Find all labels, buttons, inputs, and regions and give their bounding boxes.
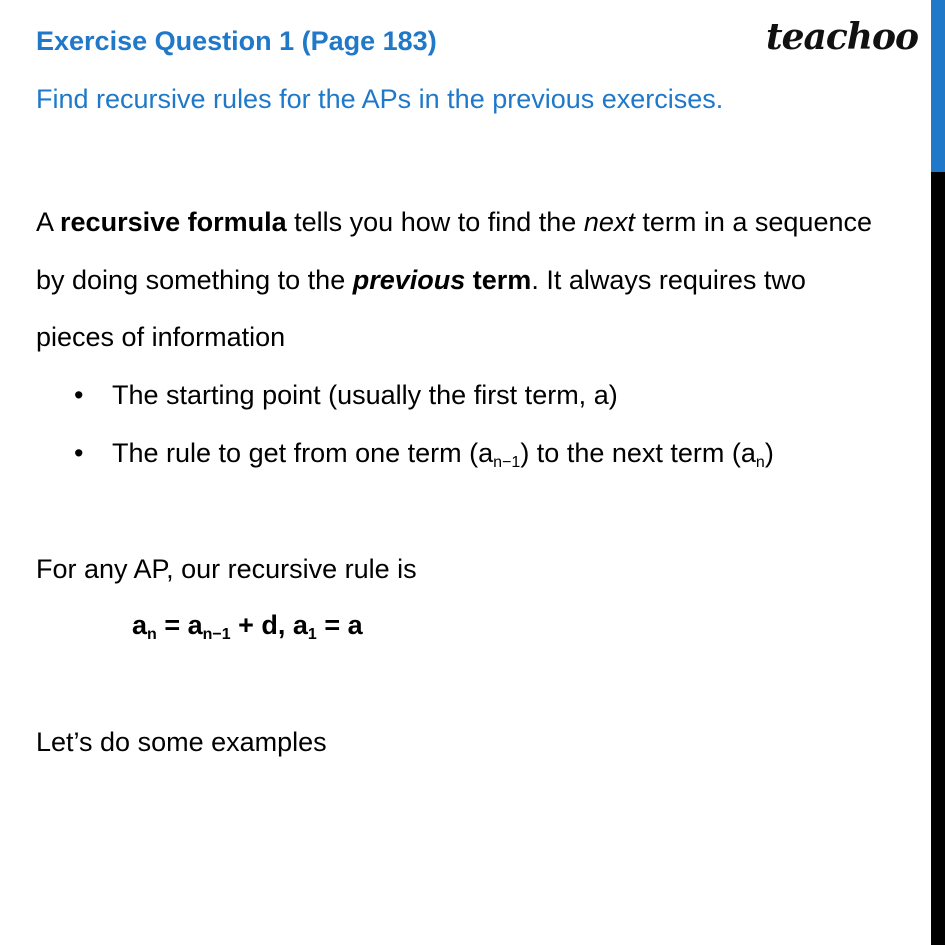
formula-part: a xyxy=(132,610,148,640)
term-emphasis: term xyxy=(472,265,532,295)
page-title: Exercise Question 1 (Page 183) xyxy=(36,26,437,56)
explanation-line-1 xyxy=(36,207,872,238)
rule-intro: For any AP, our recursive rule is xyxy=(36,554,417,584)
bullet-item-starting-point xyxy=(74,380,618,411)
previous-emphasis: previous xyxy=(352,265,466,295)
formula-subscript: 1 xyxy=(307,626,317,643)
text-fragment: . It always requires two xyxy=(531,265,806,295)
formula-part: + d, a xyxy=(230,610,308,640)
recursive-formula-term: recursive formula xyxy=(60,207,287,237)
sidebar-scrollbar[interactable] xyxy=(931,0,945,945)
recursive-formula xyxy=(132,610,363,641)
explanation-line-2 xyxy=(36,265,806,296)
bullet-text: ) to the next term (a xyxy=(520,438,756,468)
text-fragment: A xyxy=(36,207,61,237)
formula-part: = a xyxy=(156,610,203,640)
explanation-line-3: pieces of information xyxy=(36,322,286,352)
formula-part: = a xyxy=(316,610,363,640)
question-text: Find recursive rules for the APs in the previous exercises. xyxy=(36,84,724,114)
next-emphasis: next xyxy=(583,207,635,237)
subscript-n-minus-1: n−1 xyxy=(493,454,521,471)
bullet-text: The starting point (usually the first term, a) xyxy=(112,380,618,410)
bullet-text: The rule to get from one term (a xyxy=(112,438,494,468)
bullet-icon: • xyxy=(74,380,84,410)
formula-subscript: n−1 xyxy=(202,626,231,643)
subscript-n: n xyxy=(755,454,765,471)
scrollbar-thumb[interactable] xyxy=(931,0,945,172)
text-fragment: term in a sequence xyxy=(634,207,872,237)
bullet-text: ) xyxy=(764,438,774,468)
text-fragment: by doing something to the xyxy=(36,265,353,295)
formula-subscript: n xyxy=(147,626,157,643)
closing-text: Let’s do some examples xyxy=(36,727,327,757)
text-fragment: tells you how to find the xyxy=(286,207,584,237)
bullet-icon: • xyxy=(74,438,84,468)
teachoo-logo: teachoo xyxy=(766,16,918,58)
bullet-item-rule xyxy=(74,438,774,469)
